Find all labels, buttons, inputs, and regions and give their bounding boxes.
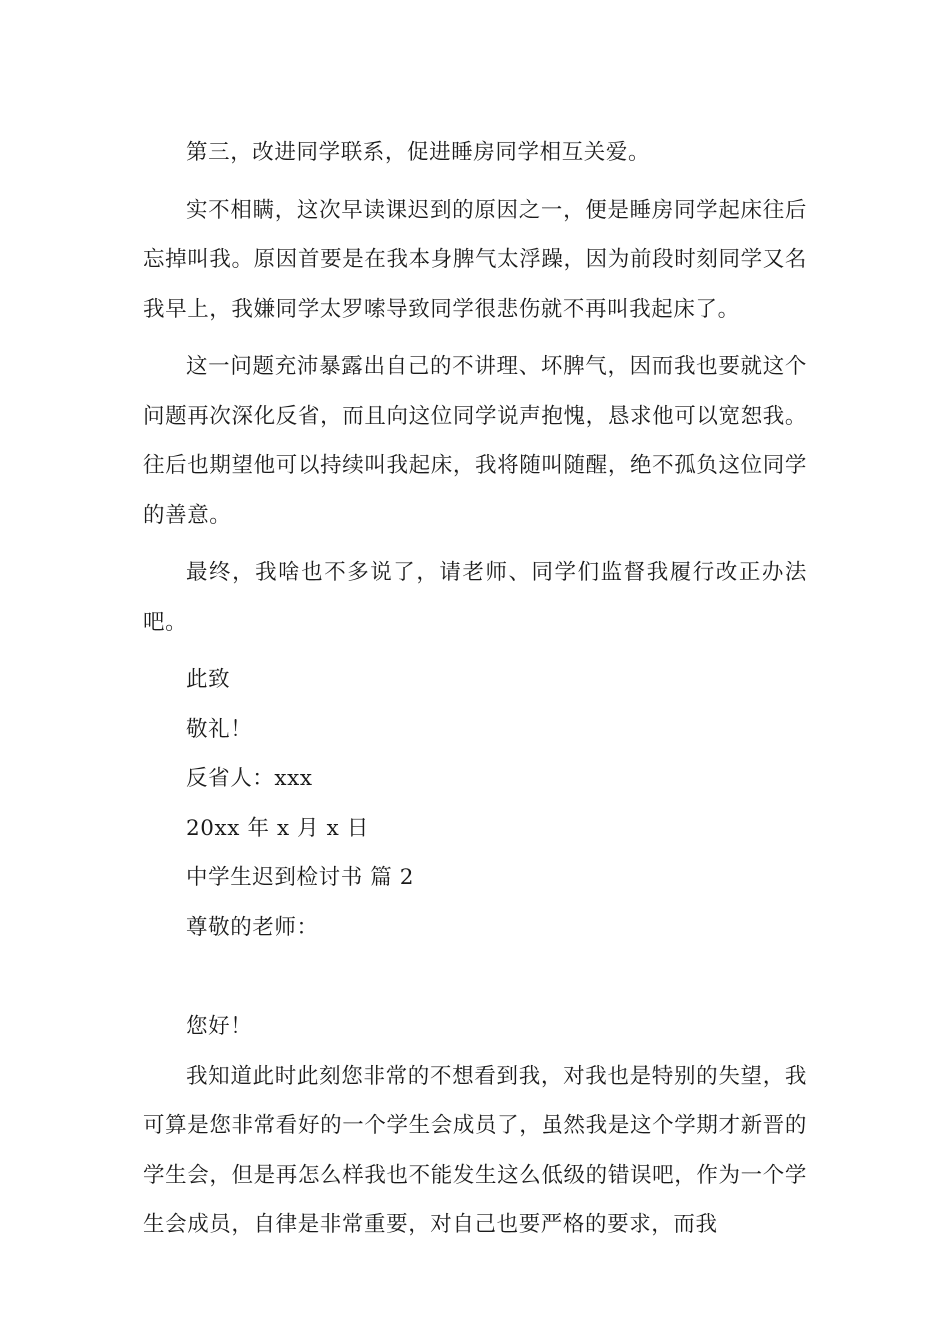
greeting: 您好！ xyxy=(186,1014,253,1039)
salutation: 尊敬的老师： xyxy=(186,914,319,940)
document-body xyxy=(143,128,807,1258)
paragraph-reflection: 这一问题充沛暴露出自己的不讲理、坏脾气，因而我也要就这个问题再次深化反省，而且向这位同学说声抱愧，恳求他可以宽恕我。往后也期望他可以持续叫我起床，我将随叫随醒，绝不孤负这位同学的善意。 xyxy=(143,354,807,528)
section-title: 中学生迟到检讨书 篇 2 xyxy=(186,865,415,890)
closing-cizhi: 此致 xyxy=(186,667,231,692)
paragraph-improve-relations: 第三，改进同学联系，促进睡房同学相互关爱。 xyxy=(186,140,651,165)
blank-line xyxy=(143,952,807,1002)
paragraph-reason: 实不相瞒，这次早读课迟到的原因之一，便是睡房同学起床往后忘掉叫我。原因首要是在我本身脾气太浮躁，因为前段时刻同学又名我早上，我嫌同学太罗嗦导致同学很悲伤就不再叫我起床了。 xyxy=(143,197,807,322)
closing-date: 20xx 年 x 月 x 日 xyxy=(186,815,369,841)
paragraph-apology: 我知道此时此刻您非常的不想看到我，对我也是特别的失望，我可算是您非常看好的一个学生会成员了，虽然我是这个学期才新晋的学生会，但是再怎么样我也不能发生这么低级的错误吧，作为一个学生会成员，自律是非常重要，对自己也要严格的要求，而我 xyxy=(143,1063,807,1237)
paragraph-conclusion: 最终，我啥也不多说了，请老师、同学们监督我履行改正办法吧。 xyxy=(143,560,807,635)
closing-author: 反省人：xxx xyxy=(186,766,313,791)
closing-jingli: 敬礼！ xyxy=(186,716,253,742)
